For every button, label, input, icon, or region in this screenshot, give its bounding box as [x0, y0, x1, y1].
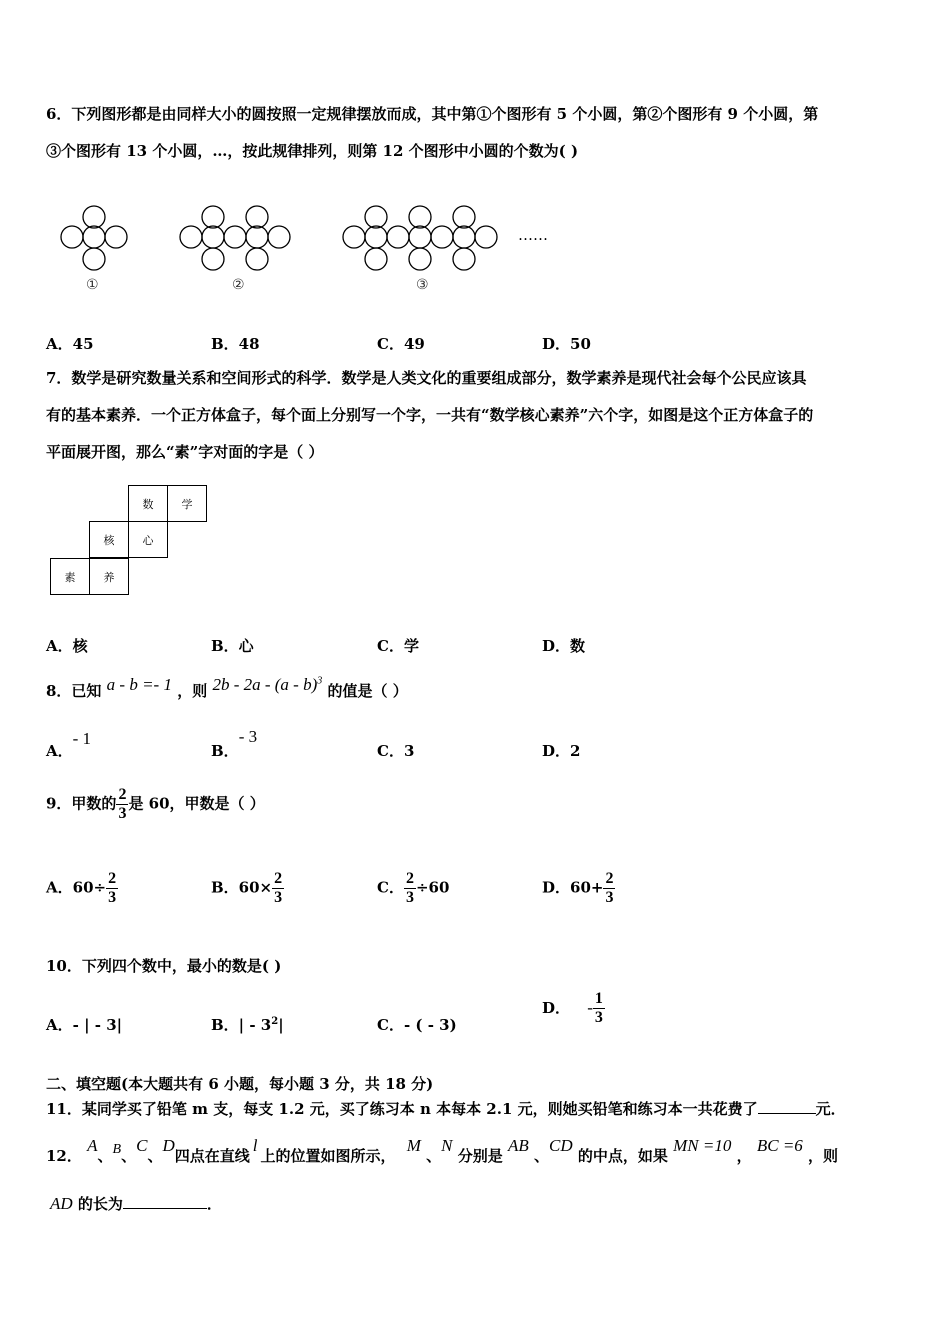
- fig3-circle: [409, 248, 431, 270]
- q10-option-b-post: |: [278, 1016, 284, 1034]
- q9-fraction-num: 2: [118, 786, 127, 803]
- fig1-circle: [61, 226, 83, 248]
- fig2-circle: [202, 206, 224, 228]
- q12-text-4: 的中点，如果: [577, 1147, 668, 1165]
- fig2-circle: [202, 248, 224, 270]
- q12-sep: 、: [97, 1147, 113, 1165]
- q10-option-d-label: D．: [542, 998, 571, 1017]
- q7-option-b: B．心: [211, 637, 254, 655]
- q9-option-d-num: 2: [605, 870, 614, 887]
- q12-sep: 、: [426, 1147, 442, 1165]
- q8-option-a-label: A．: [46, 742, 73, 760]
- q6-option-a: A．45: [46, 335, 94, 353]
- net-cell-shu: 数: [128, 485, 168, 522]
- fig2-label: ②: [232, 277, 245, 293]
- q8-option-d: D．2: [542, 742, 581, 760]
- q7-stem-line1: 7．数学是研究数量关系和空间形式的科学．数学是人类文化的重要组成部分，数学素养是现代社会每个公民应该具: [46, 369, 807, 387]
- q12-stem: [46, 1136, 839, 1166]
- q9-option-a-text: A．60÷: [46, 878, 107, 897]
- q9-option-a-num: 2: [108, 870, 117, 887]
- q12-point-d: D: [162, 1136, 175, 1155]
- q8-option-b-label: B．: [211, 742, 239, 760]
- fig3-circle: [475, 226, 497, 248]
- fig1-circle: [83, 226, 105, 248]
- q9-option-c-den: 3: [405, 889, 414, 906]
- q8-condition: a - b =- 1: [106, 675, 172, 694]
- fig3-label: ③: [416, 277, 429, 293]
- q6-circle-figures: [55, 200, 575, 300]
- q9-stem: [46, 786, 265, 823]
- fig2-circle: [268, 226, 290, 248]
- fig1-circle: [105, 226, 127, 248]
- q11-answer-blank[interactable]: [758, 1100, 816, 1114]
- fig1-circle: [83, 206, 105, 228]
- q10-option-d: [542, 990, 605, 1027]
- q10-option-c: C．- ( - 3): [377, 1016, 457, 1034]
- section2-title: 二、填空题(本大题共有 6 小题，每小题 3 分，共 18 分): [46, 1075, 434, 1093]
- q12-text-7: ．: [206, 1195, 222, 1213]
- q9-option-d-den: 3: [605, 889, 614, 906]
- q8-expression-exponent: 3: [317, 675, 323, 687]
- q8-expression-body: 2b - 2a - (a - b): [212, 675, 318, 694]
- q9-option-a: [46, 870, 118, 907]
- net-cell-yang: 养: [89, 558, 129, 595]
- q9-option-d: [542, 870, 615, 907]
- q6-stem-line1: 6．下列图形都是由同样大小的圆按照一定规律摆放而成，其中第①个图形有 5 个小圆，第②个图形有 9 个小圆，第: [46, 105, 819, 123]
- q12-segment-cd: CD: [549, 1136, 573, 1155]
- q7-stem-line2: 有的基本素养．一个正方体盒子，每个面上分别写一个字，一共有“数学核心素养”六个字，如图是这个正方体盒子的: [46, 406, 814, 424]
- fig2-circle: [246, 248, 268, 270]
- q9-option-c: [377, 870, 449, 907]
- q12-text-5: ，则: [808, 1147, 839, 1165]
- q8-mid: ，则: [177, 682, 208, 700]
- q10-option-b-pre: B．| - 3: [211, 1016, 272, 1034]
- fig3-circle: [387, 226, 409, 248]
- q9-option-c-tail: ÷60: [415, 878, 450, 897]
- q10-option-d-fraction: [593, 990, 605, 1027]
- net-cell-xue: 学: [167, 485, 207, 522]
- q12-answer-blank[interactable]: [123, 1195, 207, 1209]
- q12-sep: 、: [534, 1147, 550, 1165]
- q9-option-b-den: 3: [274, 889, 283, 906]
- fig3-circle: [365, 226, 387, 248]
- q9-prefix: 9．甲数的: [46, 794, 117, 813]
- q8-prefix: 8．已知: [46, 682, 102, 700]
- q9-option-a-fraction: [106, 870, 118, 907]
- q7-option-c: C．学: [377, 637, 419, 655]
- q6-ellipsis: ……: [518, 226, 548, 244]
- fig3-circle: [365, 206, 387, 228]
- q12-point-m: M: [406, 1136, 421, 1155]
- q8-option-b: [211, 727, 258, 761]
- q8-option-a: [46, 729, 92, 761]
- q12-point-n: N: [441, 1136, 453, 1155]
- fig3-circle: [343, 226, 365, 248]
- q9-option-c-fraction: [404, 870, 416, 907]
- fig3-circle: [431, 226, 453, 248]
- q9-option-d-fraction: [603, 870, 615, 907]
- q9-fraction-den: 3: [118, 805, 127, 822]
- fig2-circle: [180, 226, 202, 248]
- q9-option-b: [211, 870, 284, 907]
- q8-option-a-value: - 1: [72, 729, 92, 748]
- q10-stem: 10．下列四个数中，最小的数是( ): [46, 957, 282, 975]
- q9-option-c-label: C．: [377, 878, 404, 897]
- q12-line-l: l: [252, 1136, 258, 1155]
- q9-option-b-text: B．60×: [211, 878, 273, 897]
- q12-segment-ad: AD: [50, 1194, 73, 1213]
- fig3-circle: [409, 226, 431, 248]
- net-cell-he: 核: [89, 521, 129, 558]
- q12-stem-line2: [50, 1193, 222, 1214]
- q12-point-c: C: [136, 1136, 148, 1155]
- q8-option-b-value: - 3: [238, 727, 258, 746]
- q9-fraction: [116, 786, 128, 823]
- q10-option-d-den: 3: [594, 1009, 603, 1026]
- q8-expression: [212, 675, 322, 694]
- q12-comma: ，: [736, 1147, 752, 1165]
- fig1-circle: [83, 248, 105, 270]
- q7-option-d: D．数: [542, 637, 586, 655]
- q6-option-d: D．50: [542, 335, 591, 353]
- net-cell-xin: 心: [128, 521, 168, 558]
- fig3-circle: [409, 206, 431, 228]
- fig3-circle: [453, 226, 475, 248]
- fig2-circle: [246, 226, 268, 248]
- q12-bc-value: BC =6: [756, 1136, 803, 1155]
- q9-option-b-num: 2: [274, 870, 283, 887]
- fig3-circle: [453, 206, 475, 228]
- q11-stem: [46, 1098, 846, 1119]
- fig3-circle: [453, 248, 475, 270]
- q12-sep: 、: [147, 1147, 163, 1165]
- q6-stem-line2: ③个图形有 13 个小圆，…，按此规律排列，则第 12 个图形中小圆的个数为( ): [46, 142, 579, 160]
- q6-option-c: C．49: [377, 335, 425, 353]
- q8-option-c: C．3: [377, 742, 415, 760]
- q12-text-2: 上的位置如图所示，: [260, 1147, 396, 1165]
- q12-text-1: 四点在直线: [174, 1147, 250, 1165]
- q10-option-b-exponent: 2: [271, 1016, 279, 1027]
- q12-segment-ab: AB: [507, 1136, 529, 1155]
- q11-text: 11．某同学买了铅笔 m 支，每支 1.2 元，买了练习本 n 本每本 2.1 元，则她买铅笔和练习本一共花费了: [46, 1100, 758, 1118]
- fig2-circle: [246, 206, 268, 228]
- fig2-circle: [224, 226, 246, 248]
- q10-option-d-num: 1: [594, 990, 603, 1007]
- q10-option-b: [211, 1014, 284, 1035]
- q8-suffix: 的值是（ ）: [327, 682, 408, 700]
- q12-text-3: 分别是: [457, 1147, 503, 1165]
- q9-option-a-den: 3: [108, 889, 117, 906]
- q11-tail: 元．: [815, 1100, 846, 1118]
- net-cell-su: 素: [50, 558, 90, 595]
- q10-option-a: A．- | - 3|: [46, 1016, 123, 1034]
- q12-number: 12．: [46, 1147, 82, 1165]
- fig2-circle: [202, 226, 224, 248]
- q12-sep: 、: [121, 1147, 137, 1165]
- q10-option-d-sign: -: [587, 997, 593, 1017]
- q9-option-b-fraction: [272, 870, 284, 907]
- q7-option-a: A．核: [46, 637, 88, 655]
- fig1-label: ①: [86, 277, 99, 293]
- q12-point-a: A: [87, 1136, 98, 1155]
- q9-option-d-text: D．60+: [542, 878, 604, 897]
- q6-option-b: B．48: [211, 335, 260, 353]
- q8-stem: [46, 675, 408, 701]
- q9-suffix: 是 60，甲数是（ ）: [128, 794, 265, 813]
- q12-point-b: B: [112, 1142, 122, 1157]
- q9-option-c-num: 2: [405, 870, 414, 887]
- q12-text-6: 的长为: [77, 1195, 123, 1213]
- fig3-circle: [365, 248, 387, 270]
- q12-mn-value: MN =10: [673, 1136, 732, 1155]
- q7-stem-line3: 平面展开图，那么“素”字对面的字是（ ）: [46, 443, 324, 461]
